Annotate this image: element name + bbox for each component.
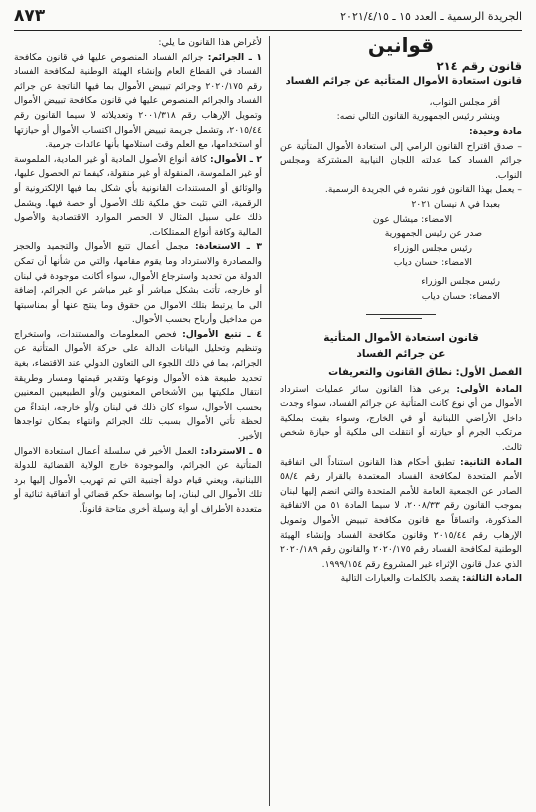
definition-4: ٤ ـ تتبع الأموال: فحص المعلومات والمستندات، واستخراج وتنظيم وتحليل البيانات الدالة على حركة الأموال المتأتية عن الجرائم، بما في ذلك اللجوء الى التعاون الدولي عند الاقتضاء، بغية تحديد طبيعة هذه الأموال ونوعها وتقدير قيمتها ومسار وطريقة انتقال ملكيتها بين الأشخاص المعنويين و/أو الطبيعيين المعنيين بحسب الأحوال، سواء كان ذلك في لبنان و/أو خارجه، ابتداءً من لحظة تأتي الأموال بسبب تلك الجرائم وانتهاء بمكان تواجدها الأخير. (14, 328, 262, 443)
promulgation-line: صدر عن رئيس الجمهورية (384, 228, 482, 240)
law-number: قانون رقم ٢١٤ (436, 58, 522, 73)
definition-2: ٢ ـ الأموال: كافة أنواع الأصول المادية أو غير المادية، الملموسة أو غير الملموسة، المنقولة أو غير منقولة، كيفما تم الحصول عليها، والوثائق أو المستندات القانونية بأي شكل بما فيها الإلكترونية أو الرقمية، التي تثبت حق ملكية تلك الأصول أو حصة فيها. ويشمل ذلك على سبيل المثال لا الحصر الموارد الاقتصادية والأصول المالية وكافة أنواع الممتلكات. (14, 153, 262, 238)
pm-title: رئيس مجلس الوزراء (421, 275, 500, 287)
separator-ornament (366, 310, 436, 324)
definition-5: ٥ ـ الاسترداد: العمل الأخير في سلسلة أعمال استعادة الاموال المتأتية عن الجرائم، والموجودة خارج الولاية القضائية للدولة اللبنانية، ويعني قيام دولة أجنبية التي تم تهريب الأموال إليها برد تلك الأموال الى لبنان، إما بواسطة حكم قضائي أو اتفاقية ثنائية أو متعددة الأطراف أو أية وسيلة أخرى متاحة قانوناً. (14, 445, 262, 515)
paragraph: – صدق اقتراح القانون الرامي إلى استعادة الأموال المتأتية عن جرائم الفساد كما عدلته اللجان النيابية المشتركة ومجلس النواب. (280, 140, 522, 181)
right-column (280, 33, 522, 587)
article-2: المادة الثانية: تطبق أحكام هذا القانون استناداً الى اتفاقية الأمم المتحدة لمكافحة الفساد المعتمدة بالقرار رقم ٥٨/٤ الصادر عن الجمعية العامة للأمم المتحدة والتي انضم إليها لبنان بموجب القانون رقم ٢٠٠٨/٣٣، لا سيما المادة ٥١ من الاتفاقية المذكورة، واتساقاً مع قانون مكافحة تبييض الأموال وتمويل الإرهاب رقم ٢٠١٥/٤٤ وقانون مكافحة الفساد وإنشاء الهيئة الوطنية لمكافحة الفساد رقم ٢٠٢٠/١٧٥ والقانون رقم ٢٠٢٠/١٨٩ الذي عدل قانون الإثراء غير المشروع رقم ١٩٩٩/١٥٤. (280, 456, 522, 570)
signature-line: الامضاء: ميشال عون (372, 213, 452, 225)
page-header (14, 6, 522, 28)
signature-line: الامضاء: حسان دياب (393, 257, 472, 269)
paragraph: لأغراض هذا القانون ما يلي: (158, 37, 262, 48)
law-name: قانون استعادة الأموال المتأتية عن جرائم الفساد (285, 76, 522, 88)
signature-line: الامضاء: حسان دياب (421, 290, 500, 302)
page-number: ٨٧٣ (14, 6, 46, 26)
law-subtitle: قانون استعادة الأموال المتأتية عن جرائم الفساد (323, 332, 479, 361)
pm-title: رئيس مجلس الوزراء (393, 242, 472, 254)
chapter-heading: الفصل الأول: نطاق القانون والتعريفات (328, 367, 522, 379)
gazette-issue-title: الجريدة الرسمية ـ العدد ١٥ ـ ٢٠٢١/٤/١٥ (340, 10, 522, 23)
left-column (14, 36, 262, 518)
paragraph: أقر مجلس النواب، (429, 96, 500, 108)
column-divider (269, 36, 270, 806)
article-1: المادة الأولى: يرعى هذا القانون سائر عمليات استرداد الأموال من أي نوع كانت المتأتية عن جرائم الفساد، سواء وجدت داخل الأراضي اللبنانية أو في الخارج، وسواء بقيت بملكية مرتكب الجرم أو حيازته أو انتقلت الى ملكية أو حيازة شخص ثالث. (280, 383, 522, 454)
paragraph: وينشر رئيس الجمهورية القانون التالي نصه: (336, 111, 500, 123)
section-title: قوانين (367, 33, 435, 57)
place-date: بعبدا في ٨ نيسان ٢٠٢١ (411, 198, 500, 210)
article-3: المادة الثالثة: يقصد بالكلمات والعبارات التالية (340, 573, 522, 585)
header-rule (14, 30, 522, 31)
definition-3: ٣ ـ الاستعادة: مجمل أعمال تتبع الأموال والتجميد والحجز والمصادرة والاسترداد وما يقوم مقامها، والتي من شأنها أن تمكن الدولة من تحديد واسترجاع الأموال، سواء أكانت موجودة في لبنان أو خارجه، تأتت بشكل مباشر أو غير مباشر عن الجرائم، إضافة الى ما يرتبط بتلك الاموال من حقوق وما ينتج عنها أو بمناسبتها من مداخيل وأرباح بحسب الأحوال. (14, 241, 262, 326)
paragraph: – يعمل بهذا القانون فور نشره في الجريدة الرسمية. (324, 184, 522, 196)
paragraph-heading: مادة وحيدة: (469, 125, 522, 137)
definition-1: ١ ـ الجرائم: جرائم الفساد المنصوص عليها في قانون مكافحة الفساد في القطاع العام وإنشاء الهيئة الوطنية لمكافحة الفساد رقم ٢٠٢٠/١٧٥ وجرائم تبييض الأموال بما فيها الناتجة عن جرائم الفساد والجرائم المنصوص عليها في قانون مكافحة تبييض الأموال وتمويل الإرهاب رقم ٢٠٠١/٣١٨ وتعديلاته لا سيما القانون رقم ٢٠١٥/٤٤، وتشمل جريمة تبييض الأموال اكتساب الأموال أو حيازتها أو استخدامها، مع العلم وقت استلامها بأنها عائدات جرمية. (14, 51, 262, 151)
